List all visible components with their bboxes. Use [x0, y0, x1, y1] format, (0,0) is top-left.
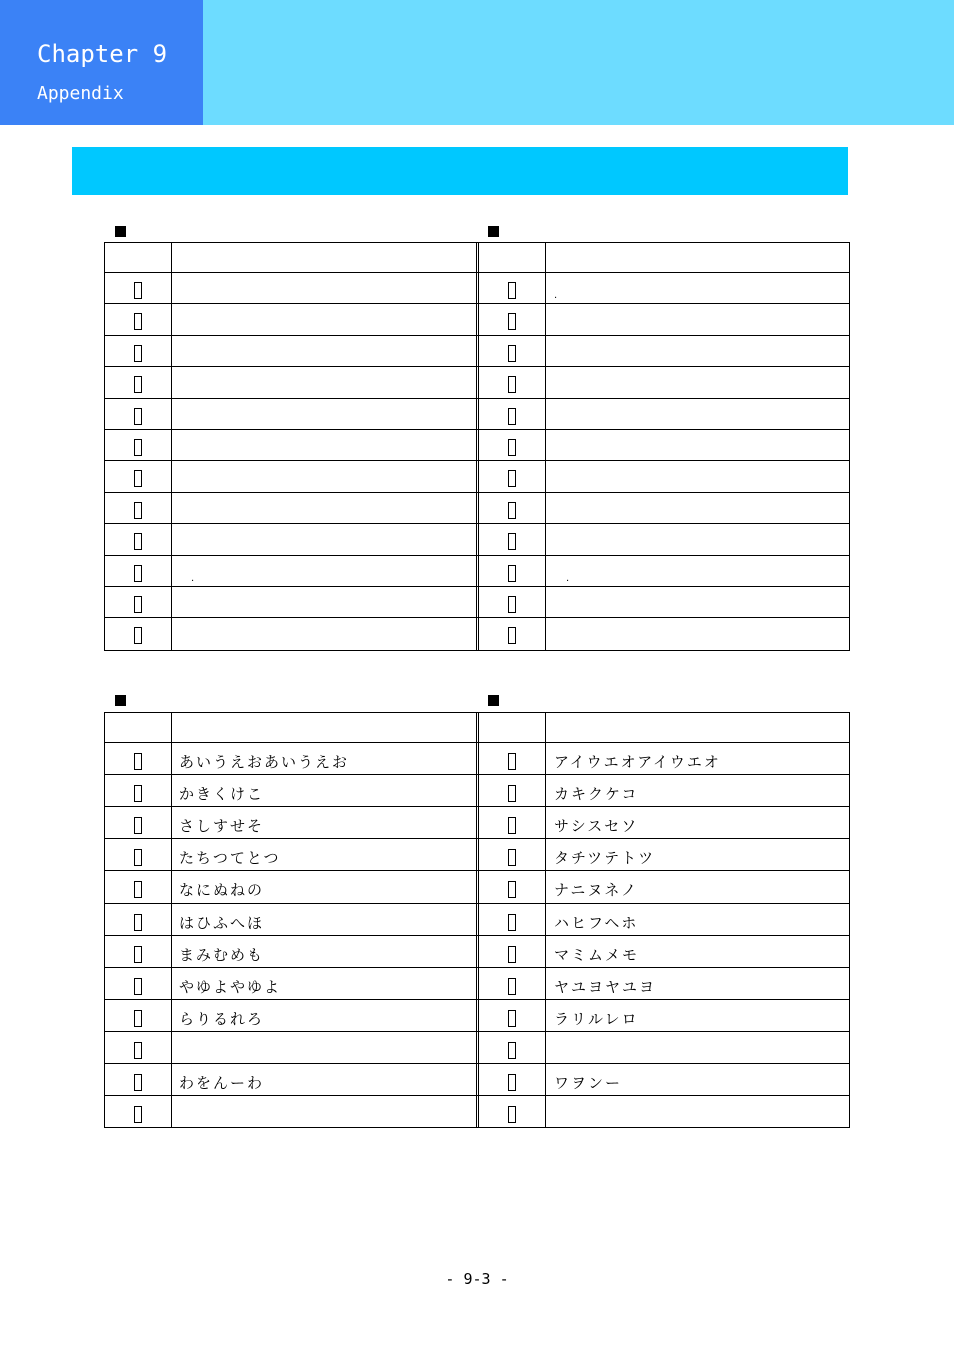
- left-cell-text: さしすせそ: [179, 817, 265, 836]
- glyph-placeholder-box: [508, 849, 516, 866]
- left-cell-text: やゆよやゆよ: [179, 977, 282, 996]
- glyph-placeholder-box: [508, 1010, 516, 1027]
- glyph-placeholder-box: [134, 533, 142, 550]
- table-row: [105, 429, 849, 460]
- glyph-placeholder-box: [134, 1074, 142, 1091]
- table-row: [105, 398, 849, 429]
- glyph-placeholder-box: [134, 345, 142, 362]
- table2-right-bullet: [488, 695, 499, 706]
- table-row: [105, 523, 849, 554]
- left-cell-text: かきくけこ: [179, 785, 265, 804]
- left-cell-text: あいうえおあいうえお: [179, 753, 350, 771]
- left-cell-text: たちつてとつ: [179, 849, 281, 868]
- glyph-placeholder-box: [134, 817, 142, 834]
- left-cell-text: なにぬねの: [179, 881, 265, 900]
- glyph-placeholder-box: [508, 470, 516, 487]
- section-title-bar: [72, 147, 848, 195]
- table-row: [105, 586, 849, 617]
- glyph-placeholder-box: [134, 502, 142, 519]
- glyph-placeholder-box: [508, 753, 516, 770]
- table-row: [105, 999, 849, 1031]
- table-row: [105, 806, 849, 838]
- table-row: [105, 303, 849, 334]
- table-row: [105, 335, 849, 366]
- glyph-placeholder-box: [508, 282, 516, 299]
- chapter-box: [0, 0, 203, 125]
- left-cell-text: わをんーわ: [179, 1074, 265, 1092]
- glyph-placeholder-box: [134, 282, 142, 299]
- right-cell-text: タチツテトツ: [554, 849, 656, 868]
- glyph-placeholder-box: [134, 313, 142, 330]
- table-row: [105, 366, 849, 397]
- glyph-placeholder-box: [134, 627, 142, 644]
- glyph-placeholder-box: [134, 753, 142, 770]
- glyph-placeholder-box: [134, 596, 142, 613]
- right-cell-text: ハヒフヘホ: [554, 913, 639, 932]
- glyph-placeholder-box: [508, 914, 516, 931]
- glyph-placeholder-box: [508, 1042, 516, 1059]
- glyph-placeholder-box: [134, 946, 142, 963]
- glyph-placeholder-box: [134, 914, 142, 931]
- glyph-placeholder-box: [134, 1106, 142, 1123]
- character-table-1: [104, 242, 850, 651]
- glyph-placeholder-box: [508, 978, 516, 995]
- left-cell-text: まみむめも: [179, 945, 265, 964]
- chapter-title: Chapter 9: [37, 40, 168, 68]
- glyph-placeholder-box: [508, 345, 516, 362]
- table-row: [105, 935, 849, 967]
- table-row: [105, 903, 849, 935]
- glyph-placeholder-box: [134, 1010, 142, 1027]
- glyph-placeholder-box: [508, 313, 516, 330]
- glyph-placeholder-box: [134, 881, 142, 898]
- left-cell-text: はひふへほ: [179, 913, 265, 932]
- right-cell-text: ラリルレロ: [554, 1009, 639, 1028]
- right-cell-text: ワヲンー: [554, 1074, 623, 1092]
- glyph-placeholder-box: [508, 881, 516, 898]
- glyph-placeholder-box: [508, 502, 516, 519]
- table-row: [105, 555, 849, 586]
- glyph-placeholder-box: [134, 376, 142, 393]
- right-cell-text: アイウエオアイウエオ: [554, 753, 721, 771]
- chapter-subtitle: Appendix: [37, 83, 124, 104]
- table-row: [105, 1063, 849, 1095]
- glyph-placeholder-box: [134, 849, 142, 866]
- glyph-placeholder-box: [508, 817, 516, 834]
- left-cell-text: らりるれろ: [179, 1009, 265, 1028]
- table-row: [105, 272, 849, 303]
- right-cell-text: サシスセソ: [554, 817, 639, 836]
- table1-left-bullet: [115, 226, 126, 237]
- glyph-placeholder-box: [508, 1074, 516, 1091]
- left-cell-text: .: [191, 572, 195, 584]
- right-cell-text: .: [566, 572, 570, 584]
- table-row: [105, 774, 849, 806]
- glyph-placeholder-box: [134, 785, 142, 802]
- glyph-placeholder-box: [508, 376, 516, 393]
- table1-right-bullet: [488, 226, 499, 237]
- right-cell-text: ヤユヨヤユヨ: [554, 977, 657, 996]
- right-cell-text: マミムメモ: [554, 945, 640, 964]
- table2-left-bullet: [115, 695, 126, 706]
- table-row: [105, 838, 849, 870]
- glyph-placeholder-box: [508, 946, 516, 963]
- right-cell-text: ナニヌネノ: [554, 881, 638, 900]
- glyph-placeholder-box: [134, 408, 142, 425]
- glyph-placeholder-box: [508, 785, 516, 802]
- glyph-placeholder-box: [134, 439, 142, 456]
- table-row: [105, 1095, 849, 1127]
- glyph-placeholder-box: [508, 627, 516, 644]
- right-cell-text: .: [554, 290, 558, 301]
- character-table-2: [104, 712, 850, 1128]
- right-cell-text: カキクケコ: [554, 785, 639, 804]
- glyph-placeholder-box: [508, 408, 516, 425]
- glyph-placeholder-box: [134, 978, 142, 995]
- table-row: [105, 617, 849, 648]
- table-row: [105, 1031, 849, 1063]
- table-row: [105, 460, 849, 491]
- glyph-placeholder-box: [508, 596, 516, 613]
- page-number: - 9-3 -: [445, 1270, 509, 1288]
- glyph-placeholder-box: [508, 1106, 516, 1123]
- glyph-placeholder-box: [508, 565, 516, 582]
- glyph-placeholder-box: [134, 565, 142, 582]
- glyph-placeholder-box: [508, 533, 516, 550]
- glyph-placeholder-box: [508, 439, 516, 456]
- table-row: [105, 870, 849, 902]
- glyph-placeholder-box: [134, 470, 142, 487]
- table-row: [105, 967, 849, 999]
- table-row: [105, 742, 849, 774]
- table-row: [105, 492, 849, 523]
- glyph-placeholder-box: [134, 1042, 142, 1059]
